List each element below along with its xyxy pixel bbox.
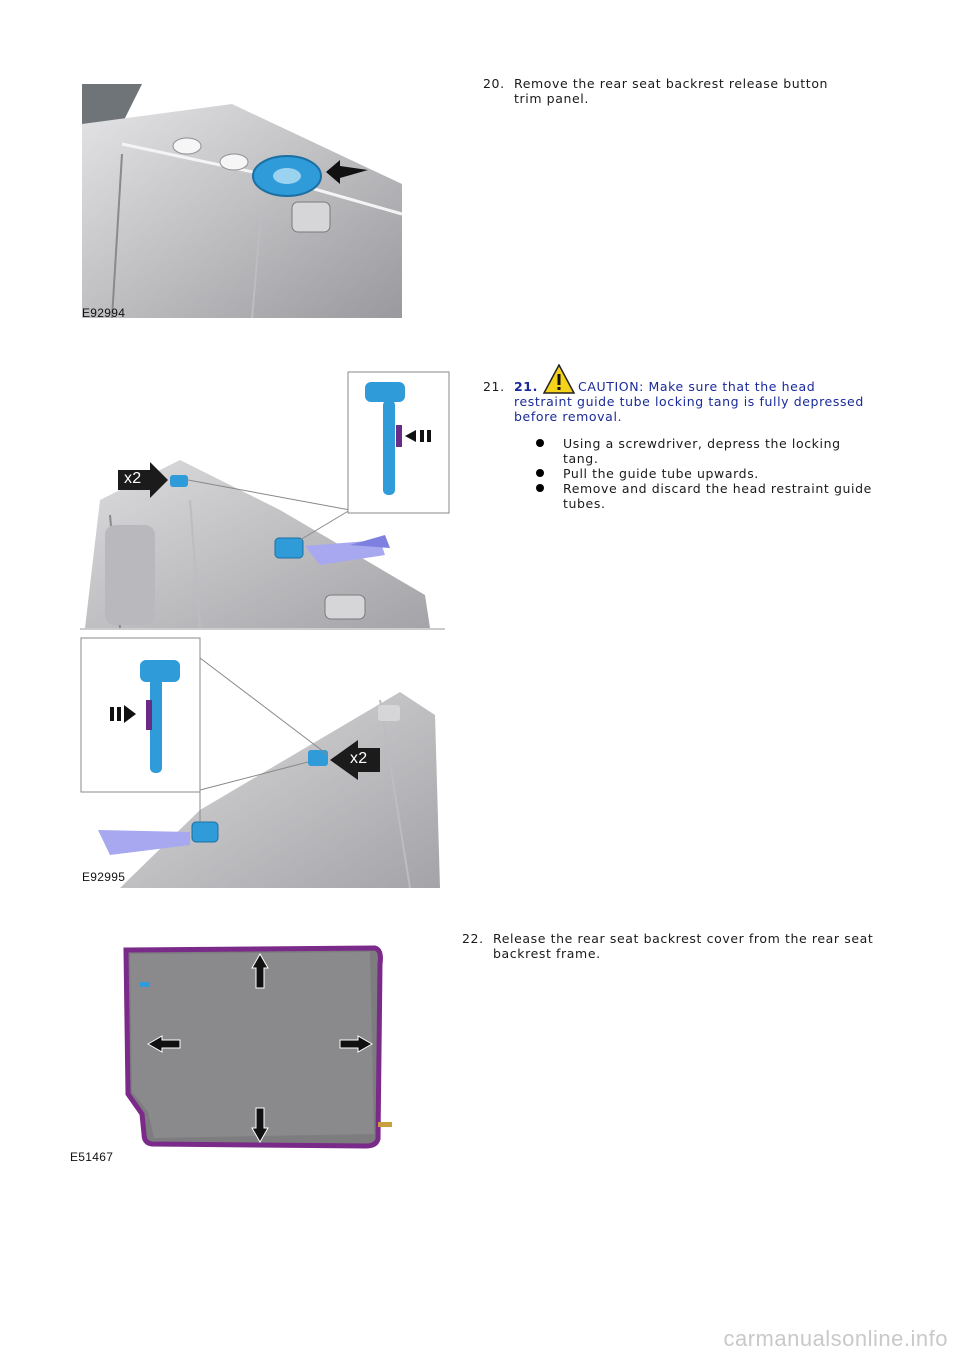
- figure-code-e92994: E92994: [82, 306, 126, 320]
- caution-note: [514, 362, 879, 424]
- step-21-bullet-list: [536, 436, 876, 511]
- step-number: 20.: [483, 76, 505, 91]
- figure-3-illustration: [70, 944, 400, 1154]
- watermark: carmanualsonline.info: [723, 1326, 948, 1351]
- bullet-item: Remove and discard the head restraint guide tubes.: [536, 481, 876, 511]
- figure-guide-tube-removal: [80, 370, 452, 890]
- figure-backrest-cover: [70, 944, 400, 1164]
- caution-step-number: 21.: [514, 379, 538, 394]
- figure-code-e92995: E92995: [82, 870, 126, 884]
- step-text: Remove the rear seat backrest release button trim panel.: [514, 76, 829, 106]
- step-number: 21.: [483, 379, 505, 394]
- figure-1-illustration: [82, 84, 406, 318]
- step-text: Release the rear seat backrest cover from the rear seat backrest frame.: [493, 931, 874, 961]
- bullet-item: Pull the guide tube upwards.: [536, 466, 876, 481]
- figure-code-e51467: E51467: [70, 1150, 114, 1164]
- callout-x2-bottom: x2: [350, 750, 368, 767]
- bullet-item: Using a screwdriver, depress the locking tang.: [536, 436, 876, 466]
- callout-x2-top: x2: [124, 470, 142, 487]
- figure-2-illustration: [80, 370, 452, 890]
- figure-release-button-panel: [82, 84, 406, 318]
- step-number: 22.: [462, 931, 484, 946]
- caution-text: CAUTION: Make sure that the head restraint guide tube locking tang is fully depressed before removal.: [514, 379, 864, 424]
